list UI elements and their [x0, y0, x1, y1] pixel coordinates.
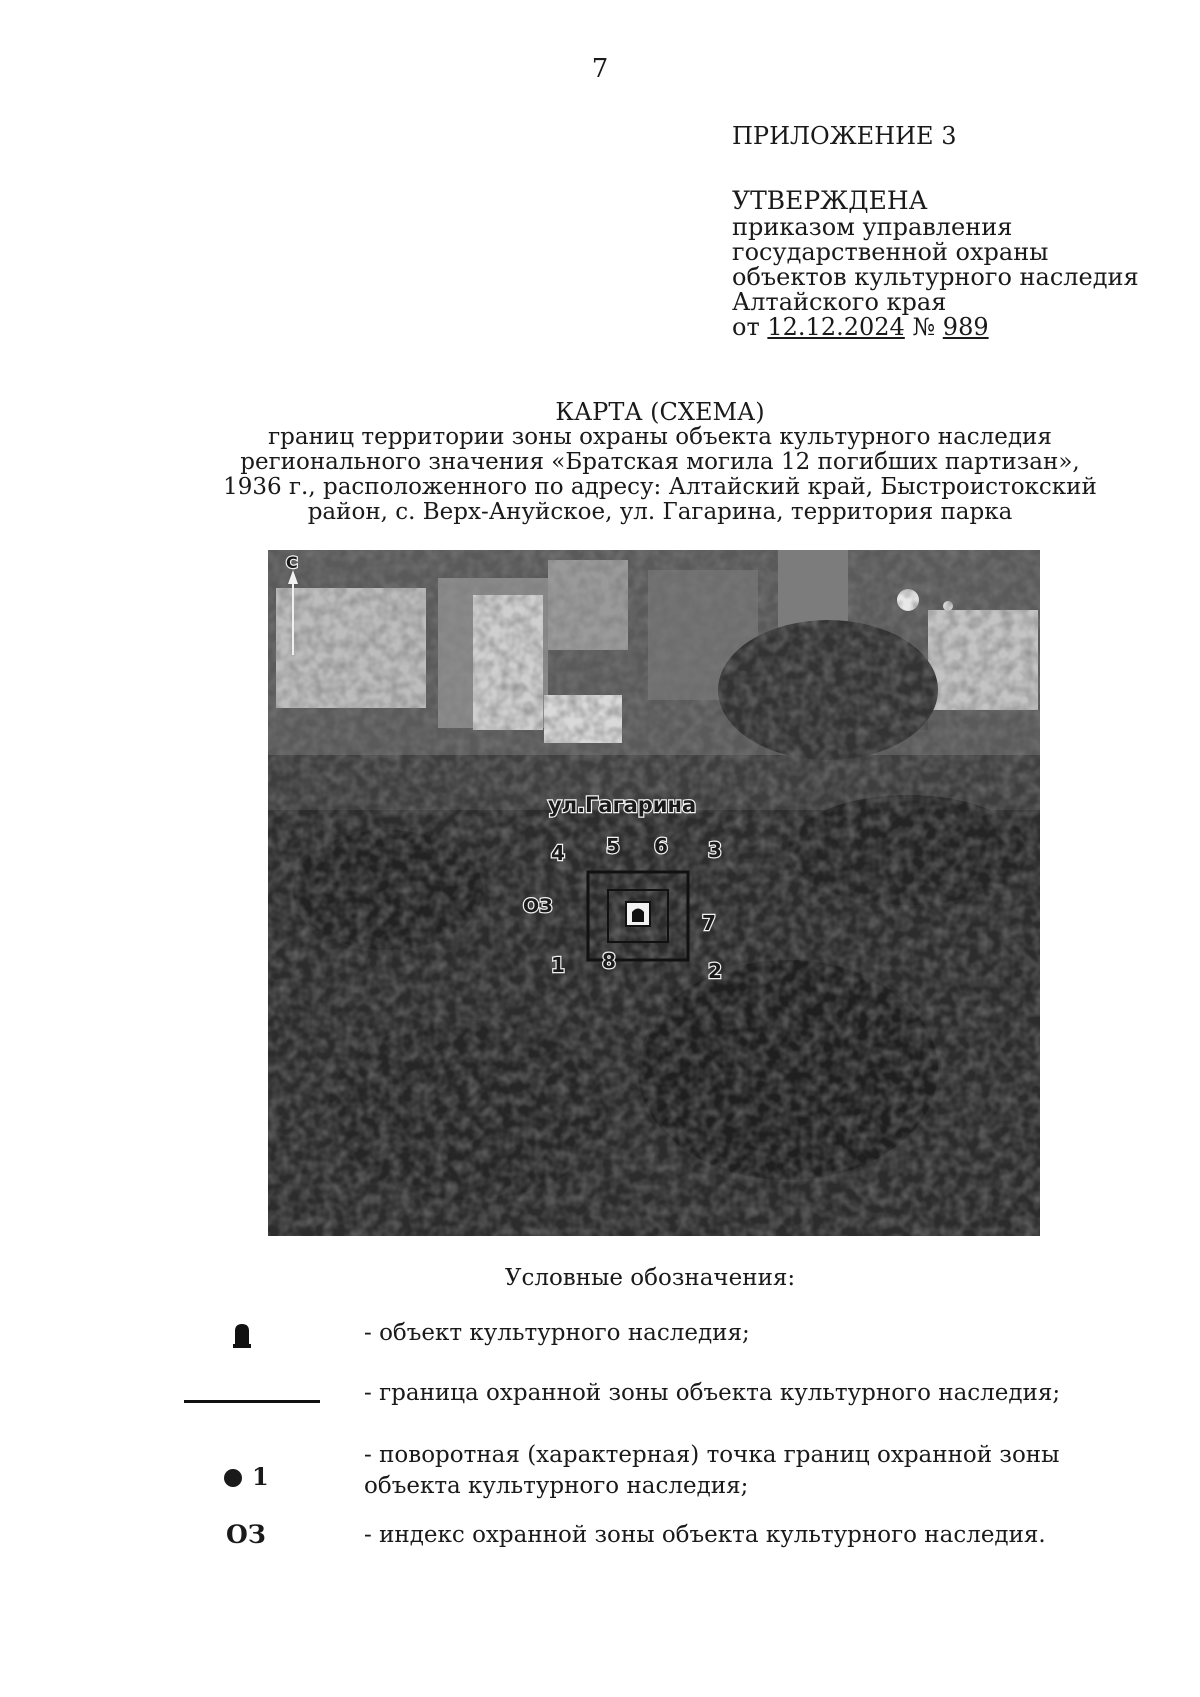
approval-date: 12.12.2024 [767, 313, 905, 341]
point-symbol [224, 1462, 269, 1491]
legend-text-point-line: - поворотная (характерная) точка границ охранной зоны [364, 1442, 1060, 1468]
point-dot-icon [224, 1469, 242, 1487]
approval-line: государственной охраны [732, 238, 1049, 266]
legend-title: Условные обозначения: [504, 1265, 796, 1291]
approval-number: 989 [942, 313, 989, 341]
legend-text-point-line: объекта культурного наследия; [364, 1473, 749, 1499]
north-label: С [286, 553, 298, 572]
legend-text-zone: - индекс охранной зоны объекта культурного наследия. [364, 1522, 1046, 1548]
point-label-1: 1 [551, 953, 565, 977]
approval-line: приказом управления [732, 213, 1013, 241]
approval-prefix: от [732, 313, 760, 341]
point-label-3: 3 [708, 838, 722, 862]
title-main: КАРТА (СХЕМА) [555, 398, 765, 426]
page-number: 7 [591, 54, 609, 84]
point-symbol-number: 1 [252, 1462, 269, 1491]
title-line: границ территории зоны охраны объекта культурного наследия [268, 424, 1052, 450]
map-noise [268, 550, 1040, 1236]
point-label-8: 8 [602, 949, 616, 973]
document-title [200, 400, 1120, 525]
monument-icon [232, 1322, 252, 1348]
boundary-line-symbol [184, 1400, 320, 1403]
zone-index-symbol: ОЗ [226, 1520, 266, 1549]
approval-line: объектов культурного наследия [732, 263, 1139, 291]
approval-block [732, 188, 1139, 340]
point-label-4: 4 [551, 841, 565, 865]
map-image [268, 550, 1040, 1236]
zone-index-label: ОЗ [523, 895, 553, 917]
legend-text-point [364, 1440, 1084, 1502]
legend-text-object: - объект культурного наследия; [364, 1320, 750, 1346]
point-label-5: 5 [606, 834, 620, 858]
approval-line: Алтайского края [732, 288, 947, 316]
legend-text-boundary: - граница охранной зоны объекта культурного наследия; [364, 1380, 1061, 1406]
approval-heading: УТВЕРЖДЕНА [732, 186, 928, 215]
point-label-6: 6 [654, 834, 668, 858]
point-label-2: 2 [708, 959, 722, 983]
approval-number-sign: № [912, 313, 936, 341]
appendix-label: ПРИЛОЖЕНИЕ 3 [732, 122, 957, 150]
map-canvas [268, 550, 1040, 1236]
point-label-7: 7 [702, 911, 716, 935]
title-line: 1936 г., расположенного по адресу: Алтайский край, Быстроистокский [223, 474, 1097, 500]
title-line: регионального значения «Братская могила 12 погибших партизан», [240, 449, 1080, 475]
street-label: ул.Гагарина [548, 793, 697, 817]
approval-date-line [732, 315, 1139, 340]
title-line: район, с. Верх-Ануйское, ул. Гагарина, территория парка [307, 499, 1013, 525]
heritage-object-icon [632, 909, 644, 923]
